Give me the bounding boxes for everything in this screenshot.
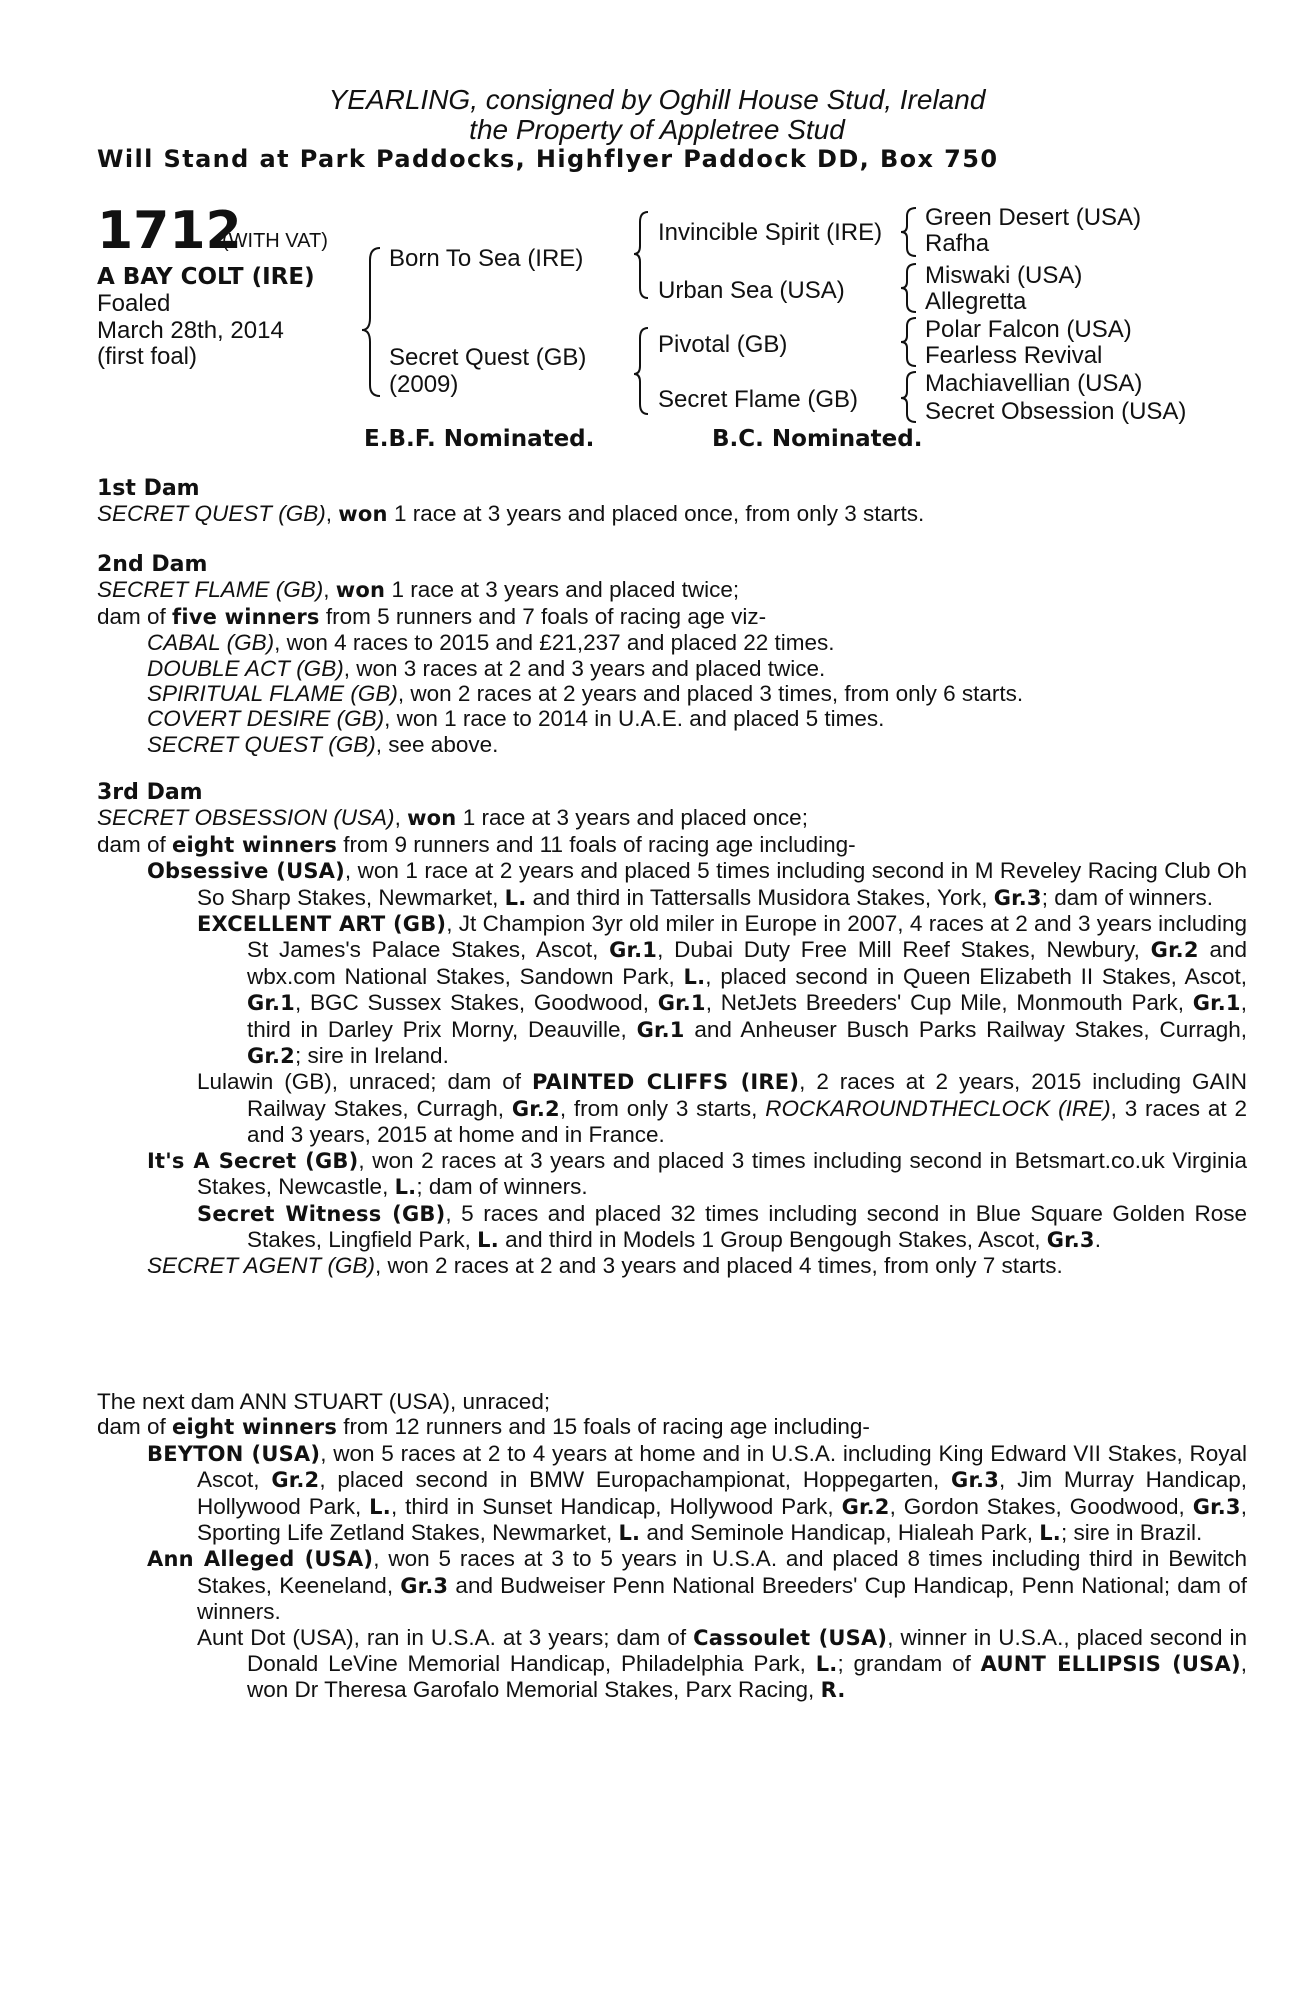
foal-note: (first foal) (97, 343, 198, 370)
pedigree-g4: Allegretta (925, 288, 1027, 315)
horse-name: CABAL (GB) (147, 630, 275, 656)
progeny-row: SPIRITUAL FLAME (GB), won 2 races at 2 years and placed 3 times, from only 6 starts. (147, 681, 1024, 707)
pedigree-g2: Rafha (925, 230, 990, 257)
won-label: won (407, 806, 457, 831)
progeny-aunt-dot: Aunt Dot (USA), ran in U.S.A. at 3 years; dam of Cassoulet (USA), winner in U.S.A., placed second in Donald LeVine Memorial Handicap, Philadelphia Park, L.; grandam of AUNT ELLIPSIS (USA), won Dr Theresa Garofalo Memorial Stakes, Parx Racing, R. (197, 1624, 1248, 1703)
progeny-ann-alleged: Ann Alleged (USA), won 5 races at 3 to 5 years in U.S.A. and placed 8 times including third in Bewitch Stakes, Keeneland, Gr.3 and Budweiser Penn National Breeders' Cup Handicap, Penn National; dam of winners. (147, 1546, 1247, 1625)
pedigree-sire-dam: Urban Sea (USA) (658, 277, 845, 304)
lot-title: A BAY COLT (IRE) (97, 264, 315, 290)
progeny-row: SECRET QUEST (GB), see above. (147, 731, 499, 757)
first-dam-record: SECRET QUEST (GB), won 1 race at 3 years and placed once, from only 3 starts. (97, 501, 925, 527)
horse-name: SPIRITUAL FLAME (GB) (147, 681, 398, 707)
next-dam-produce: dam of eight winners from 12 runners and 15 foals of racing age including- (97, 1414, 870, 1440)
horse-name: It's A Secret (GB) (147, 1148, 359, 1173)
won-label: won (335, 578, 386, 603)
winners-count: five winners (172, 604, 320, 629)
progeny-beyton: BEYTON (USA), won 5 races at 2 to 4 years at home and in U.S.A. including King Edward VII Stakes, Royal Ascot, Gr.2, placed second in BMW Europachampionat, Hoppegarten, Gr.3, Jim Murray Handicap, Hollywood Park, L., third in Sunset Handicap, Hollywood Park, Gr.2, Gordon Stakes, Goodwood, Gr.3, Sporting Life Zetland Stakes, Newmarket, L. and Seminole Handicap, Hialeah Park, L.; sire in Brazil. (147, 1440, 1247, 1546)
pedigree-dam-year: (2009) (389, 371, 459, 398)
lot-number: 1712 (97, 201, 242, 261)
horse-name: SECRET QUEST (GB) (97, 501, 326, 527)
pedigree-sire-sire: Invincible Spirit (IRE) (658, 219, 883, 246)
horse-name: Obsessive (USA) (147, 859, 345, 884)
horse-name: Ann Alleged (USA) (147, 1547, 374, 1572)
horse-name: BEYTON (USA) (147, 1441, 321, 1466)
consignor-line: YEARLING, consigned by Oghill House Stud, Ireland (328, 84, 986, 115)
bracket-g78 (901, 372, 916, 422)
pedigree-dam: Secret Quest (GB) (389, 344, 587, 371)
third-dam-section (97, 780, 1247, 1279)
third-dam-produce: dam of eight winners from 9 runners and 11 foals of racing age including- (97, 831, 856, 857)
won-label: won (338, 502, 388, 527)
bracket-dam (634, 328, 648, 414)
next-dam-section (97, 1389, 1248, 1704)
third-dam-record: SECRET OBSESSION (USA), won 1 race at 3 years and placed once; (97, 805, 808, 831)
horse-name: ROCKAROUNDTHECLOCK (IRE) (765, 1095, 1111, 1121)
first-dam-section (97, 476, 1197, 528)
horse-name: Secret Witness (GB) (197, 1201, 446, 1226)
horse-name: SECRET OBSESSION (USA) (97, 805, 395, 831)
progeny-secret-witness: Secret Witness (GB), 5 races and placed 32 times including second in Blue Square Golden Rose Stakes, Lingfield Park, L. and third in Models 1 Group Bengough Stakes, Ascot, Gr.3. (197, 1200, 1247, 1252)
bc-nominated: B.C. Nominated. (712, 426, 923, 452)
bracket-main (362, 248, 380, 396)
third-dam-heading: 3rd Dam (97, 780, 203, 805)
next-dam-line: The next dam ANN STUART (USA), unraced; (97, 1389, 551, 1414)
horse-name: COVERT DESIRE (GB) (147, 706, 385, 732)
progeny-row: DOUBLE ACT (GB), won 3 races at 2 and 3 years and placed twice. (147, 655, 826, 681)
record-text: 1 race at 3 years and placed twice; (385, 577, 740, 603)
pedigree-g3: Miswaki (USA) (925, 262, 1083, 289)
horse-name: EXCELLENT ART (GB) (197, 912, 447, 937)
progeny-row: CABAL (GB), won 4 races to 2015 and £21,237 and placed 22 times. (147, 630, 835, 656)
bracket-g12 (901, 208, 916, 256)
progeny-its-a-secret: It's A Secret (GB), won 2 races at 3 years and placed 3 times including second in Betsmart.co.uk Virginia Stakes, Newcastle, L.; dam of winners. (147, 1147, 1247, 1200)
bracket-sire (634, 212, 648, 298)
progeny-obsessive: Obsessive (USA), won 1 race at 2 years and placed 5 times including second in M Reveley Racing Club Oh So Sharp Stakes, Newmarket, L. and third in Tattersalls Musidora Stakes, York, Gr.3; dam of winners. (147, 858, 1247, 910)
horse-name: DOUBLE ACT (GB) (147, 655, 344, 681)
winners-count: eight winners (172, 1415, 338, 1440)
horse-name: PAINTED CLIFFS (IRE) (531, 1070, 800, 1095)
horse-name: SECRET AGENT (GB) (147, 1253, 375, 1279)
stabling-line: Will Stand at Park Paddocks, Highflyer Paddock DD, Box 750 (97, 145, 999, 173)
pedigree-dam-dam: Secret Flame (GB) (658, 386, 859, 413)
horse-name: AUNT ELLIPSIS (USA) (980, 1652, 1241, 1677)
foaled-date: March 28th, 2014 (97, 317, 284, 344)
pedigree-g1: Green Desert (USA) (925, 204, 1142, 231)
progeny-row: COVERT DESIRE (GB), won 1 race to 2014 in U.A.E. and placed 5 times. (147, 706, 885, 732)
bracket-g56 (901, 318, 916, 366)
vat-note: (WITH VAT) (222, 230, 328, 252)
ebf-nominated: E.B.F. Nominated. (364, 426, 595, 452)
winners-count: eight winners (172, 832, 338, 857)
bracket-g34 (901, 264, 916, 312)
second-dam-section (97, 552, 1197, 757)
pedigree-sire: Born To Sea (IRE) (389, 245, 584, 272)
second-dam-record: SECRET FLAME (GB), won 1 race at 3 years and placed twice; (97, 577, 740, 603)
progeny-secret-agent: SECRET AGENT (GB), won 2 races at 2 and 3 years and placed 4 times, from only 7 starts. (147, 1253, 1063, 1279)
property-line: the Property of Appletree Stud (469, 114, 845, 145)
pedigree-dam-sire: Pivotal (GB) (658, 331, 788, 358)
record-text: 1 race at 3 years and placed once, from only 3 starts. (387, 501, 925, 527)
horse-name: SECRET QUEST (GB) (147, 731, 376, 757)
horse-name: SECRET FLAME (GB) (97, 577, 324, 603)
horse-name: Cassoulet (USA) (693, 1625, 888, 1650)
pedigree-g8: Secret Obsession (USA) (925, 398, 1187, 425)
foaled-label: Foaled (97, 290, 171, 317)
pedigree-g5: Polar Falcon (USA) (925, 316, 1132, 343)
progeny-excellent-art: EXCELLENT ART (GB), Jt Champion 3yr old miler in Europe in 2007, 4 races at 2 and 3 years including St James's Palace Stakes, Ascot, Gr.1, Dubai Duty Free Mill Reef Stakes, Newbury, Gr.2 and wbx.com National Stakes, Sandown Park, L., placed second in Queen Elizabeth II Stakes, Ascot, Gr.1, BGC Sussex Stakes, Goodwood, Gr.1, NetJets Breeders' Cup Mile, Monmouth Park, Gr.1, third in Darley Prix Morny, Deauville, Gr.1 and Anheuser Busch Parks Railway Stakes, Curragh, Gr.2; sire in Ireland. (197, 911, 1247, 1069)
pedigree-g7: Machiavellian (USA) (925, 370, 1143, 397)
first-dam-heading: 1st Dam (97, 476, 200, 501)
second-dam-produce: dam of five winners from 5 runners and 7 foals of racing age viz- (97, 603, 767, 629)
progeny-lulawin: Lulawin (GB), unraced; dam of PAINTED CLIFFS (IRE), 2 races at 2 years, 2015 including GAIN Railway Stakes, Curragh, Gr.2, from only 3 starts, ROCKAROUNDTHECLOCK (IRE), 3 races at 2 and 3 years, 2015 at home and in France. (197, 1069, 1247, 1148)
pedigree-g6: Fearless Revival (925, 342, 1103, 369)
second-dam-heading: 2nd Dam (97, 552, 208, 577)
